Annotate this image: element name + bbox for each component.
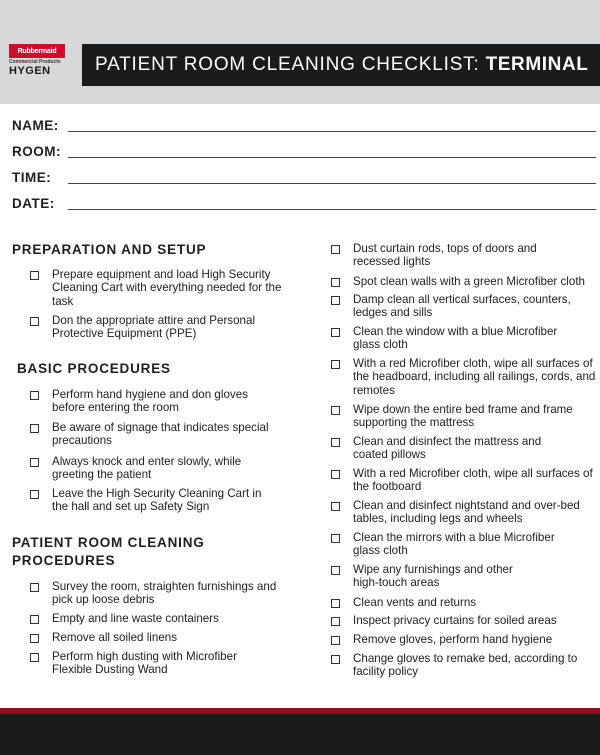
checklist-item[interactable]: Don the appropriate attire and Personal Protective Equipment (PPE) bbox=[30, 314, 295, 341]
checklist-item[interactable]: Dust curtain rods, tops of doors and recessed lights bbox=[331, 242, 561, 269]
checkbox[interactable] bbox=[30, 317, 39, 326]
checkbox[interactable] bbox=[331, 470, 340, 479]
checklist-item[interactable]: Clean and disinfect nightstand and over-bed tables, including legs and wheels bbox=[331, 499, 599, 526]
checklist-item[interactable]: Perform high dusting with Microfiber Flexible Dusting Wand bbox=[30, 650, 280, 677]
checkbox[interactable] bbox=[331, 278, 340, 287]
checklist-item[interactable]: Prepare equipment and load High Security Cleaning Cart with everything needed for the task bbox=[30, 268, 295, 308]
basic-procedures-heading: BASIC PROCEDURES bbox=[17, 361, 171, 376]
checkbox[interactable] bbox=[331, 406, 340, 415]
footer-bar bbox=[0, 714, 600, 755]
checkbox[interactable] bbox=[30, 490, 39, 499]
checkbox[interactable] bbox=[331, 636, 340, 645]
checklist-item[interactable]: Be aware of signage that indicates special precautions bbox=[30, 421, 280, 448]
time-label: TIME: bbox=[12, 170, 52, 185]
checklist-item[interactable]: Spot clean walls with a green Microfiber cloth bbox=[331, 275, 599, 288]
checkbox[interactable] bbox=[30, 634, 39, 643]
rubbermaid-logo: Rubbermaid bbox=[9, 44, 65, 58]
checkbox[interactable] bbox=[30, 271, 39, 280]
brand-logo bbox=[9, 44, 69, 86]
checklist-item[interactable]: Survey the room, straighten furnishings and pick up loose debris bbox=[30, 580, 280, 607]
checkbox[interactable] bbox=[331, 296, 340, 305]
checklist-item[interactable]: Change gloves to remake bed, according to facility policy bbox=[331, 652, 591, 679]
checkbox[interactable] bbox=[331, 617, 340, 626]
checklist-item[interactable]: Remove all soiled linens bbox=[30, 631, 280, 644]
room-line[interactable] bbox=[68, 157, 596, 158]
checkbox[interactable] bbox=[30, 653, 39, 662]
checklist-item[interactable]: Always knock and enter slowly, while greeting the patient bbox=[30, 455, 280, 482]
checkbox[interactable] bbox=[331, 502, 340, 511]
checklist-item[interactable]: Inspect privacy curtains for soiled areas bbox=[331, 614, 581, 627]
checklist-item[interactable]: With a red Microfiber cloth, wipe all surfaces of the headboard, including all railings, cords, and remotes bbox=[331, 357, 599, 397]
name-line[interactable] bbox=[68, 131, 596, 132]
checklist-item[interactable]: With a red Microfiber cloth, wipe all surfaces of the footboard bbox=[331, 467, 599, 494]
page-title: PATIENT ROOM CLEANING CHECKLIST: bbox=[95, 54, 480, 75]
checklist-item[interactable]: Wipe down the entire bed frame and frame supporting the mattress bbox=[331, 403, 591, 430]
checklist-item[interactable]: Clean vents and returns bbox=[331, 596, 581, 609]
checkbox[interactable] bbox=[331, 599, 340, 608]
checkbox[interactable] bbox=[331, 534, 340, 543]
room-label: ROOM: bbox=[12, 144, 61, 159]
preparation-heading: PREPARATION AND SETUP bbox=[12, 242, 207, 257]
patient-room-heading: PATIENT ROOM CLEANING PROCEDURES bbox=[12, 535, 205, 568]
checklist-item[interactable]: Remove gloves, perform hand hygiene bbox=[331, 633, 581, 646]
title-bar bbox=[82, 44, 600, 86]
checkbox[interactable] bbox=[30, 615, 39, 624]
hygen-logo: HYGEN bbox=[9, 65, 51, 77]
checkbox[interactable] bbox=[331, 360, 340, 369]
checklist-item[interactable]: Wipe any furnishings and other high-touch areas bbox=[331, 563, 531, 590]
time-line[interactable] bbox=[68, 183, 596, 184]
checklist-item[interactable]: Perform hand hygiene and don gloves before entering the room bbox=[30, 388, 280, 415]
checkbox[interactable] bbox=[30, 391, 39, 400]
checkbox[interactable] bbox=[331, 328, 340, 337]
checkbox[interactable] bbox=[30, 458, 39, 467]
checkbox[interactable] bbox=[331, 245, 340, 254]
checkbox[interactable] bbox=[30, 424, 39, 433]
page-title-emphasis: TERMINAL bbox=[485, 54, 589, 75]
checklist-item[interactable]: Leave the High Security Cleaning Cart in the hall and set up Safety Sign bbox=[30, 487, 280, 514]
checkbox[interactable] bbox=[30, 583, 39, 592]
logo-subtitle: Commercial Products bbox=[9, 59, 61, 65]
checklist-item[interactable]: Clean the mirrors with a blue Microfiber glass cloth bbox=[331, 531, 581, 558]
checkbox[interactable] bbox=[331, 438, 340, 447]
checklist-item[interactable]: Empty and line waste containers bbox=[30, 612, 280, 625]
date-label: DATE: bbox=[12, 196, 55, 211]
date-line[interactable] bbox=[68, 209, 596, 210]
checkbox[interactable] bbox=[331, 655, 340, 664]
checklist-item[interactable]: Clean the window with a blue Microfiber glass cloth bbox=[331, 325, 581, 352]
name-label: NAME: bbox=[12, 118, 59, 133]
checklist-item[interactable]: Clean and disinfect the mattress and coated pillows bbox=[331, 435, 561, 462]
checklist-item[interactable]: Damp clean all vertical surfaces, counters, ledges and sills bbox=[331, 293, 581, 320]
checkbox[interactable] bbox=[331, 566, 340, 575]
